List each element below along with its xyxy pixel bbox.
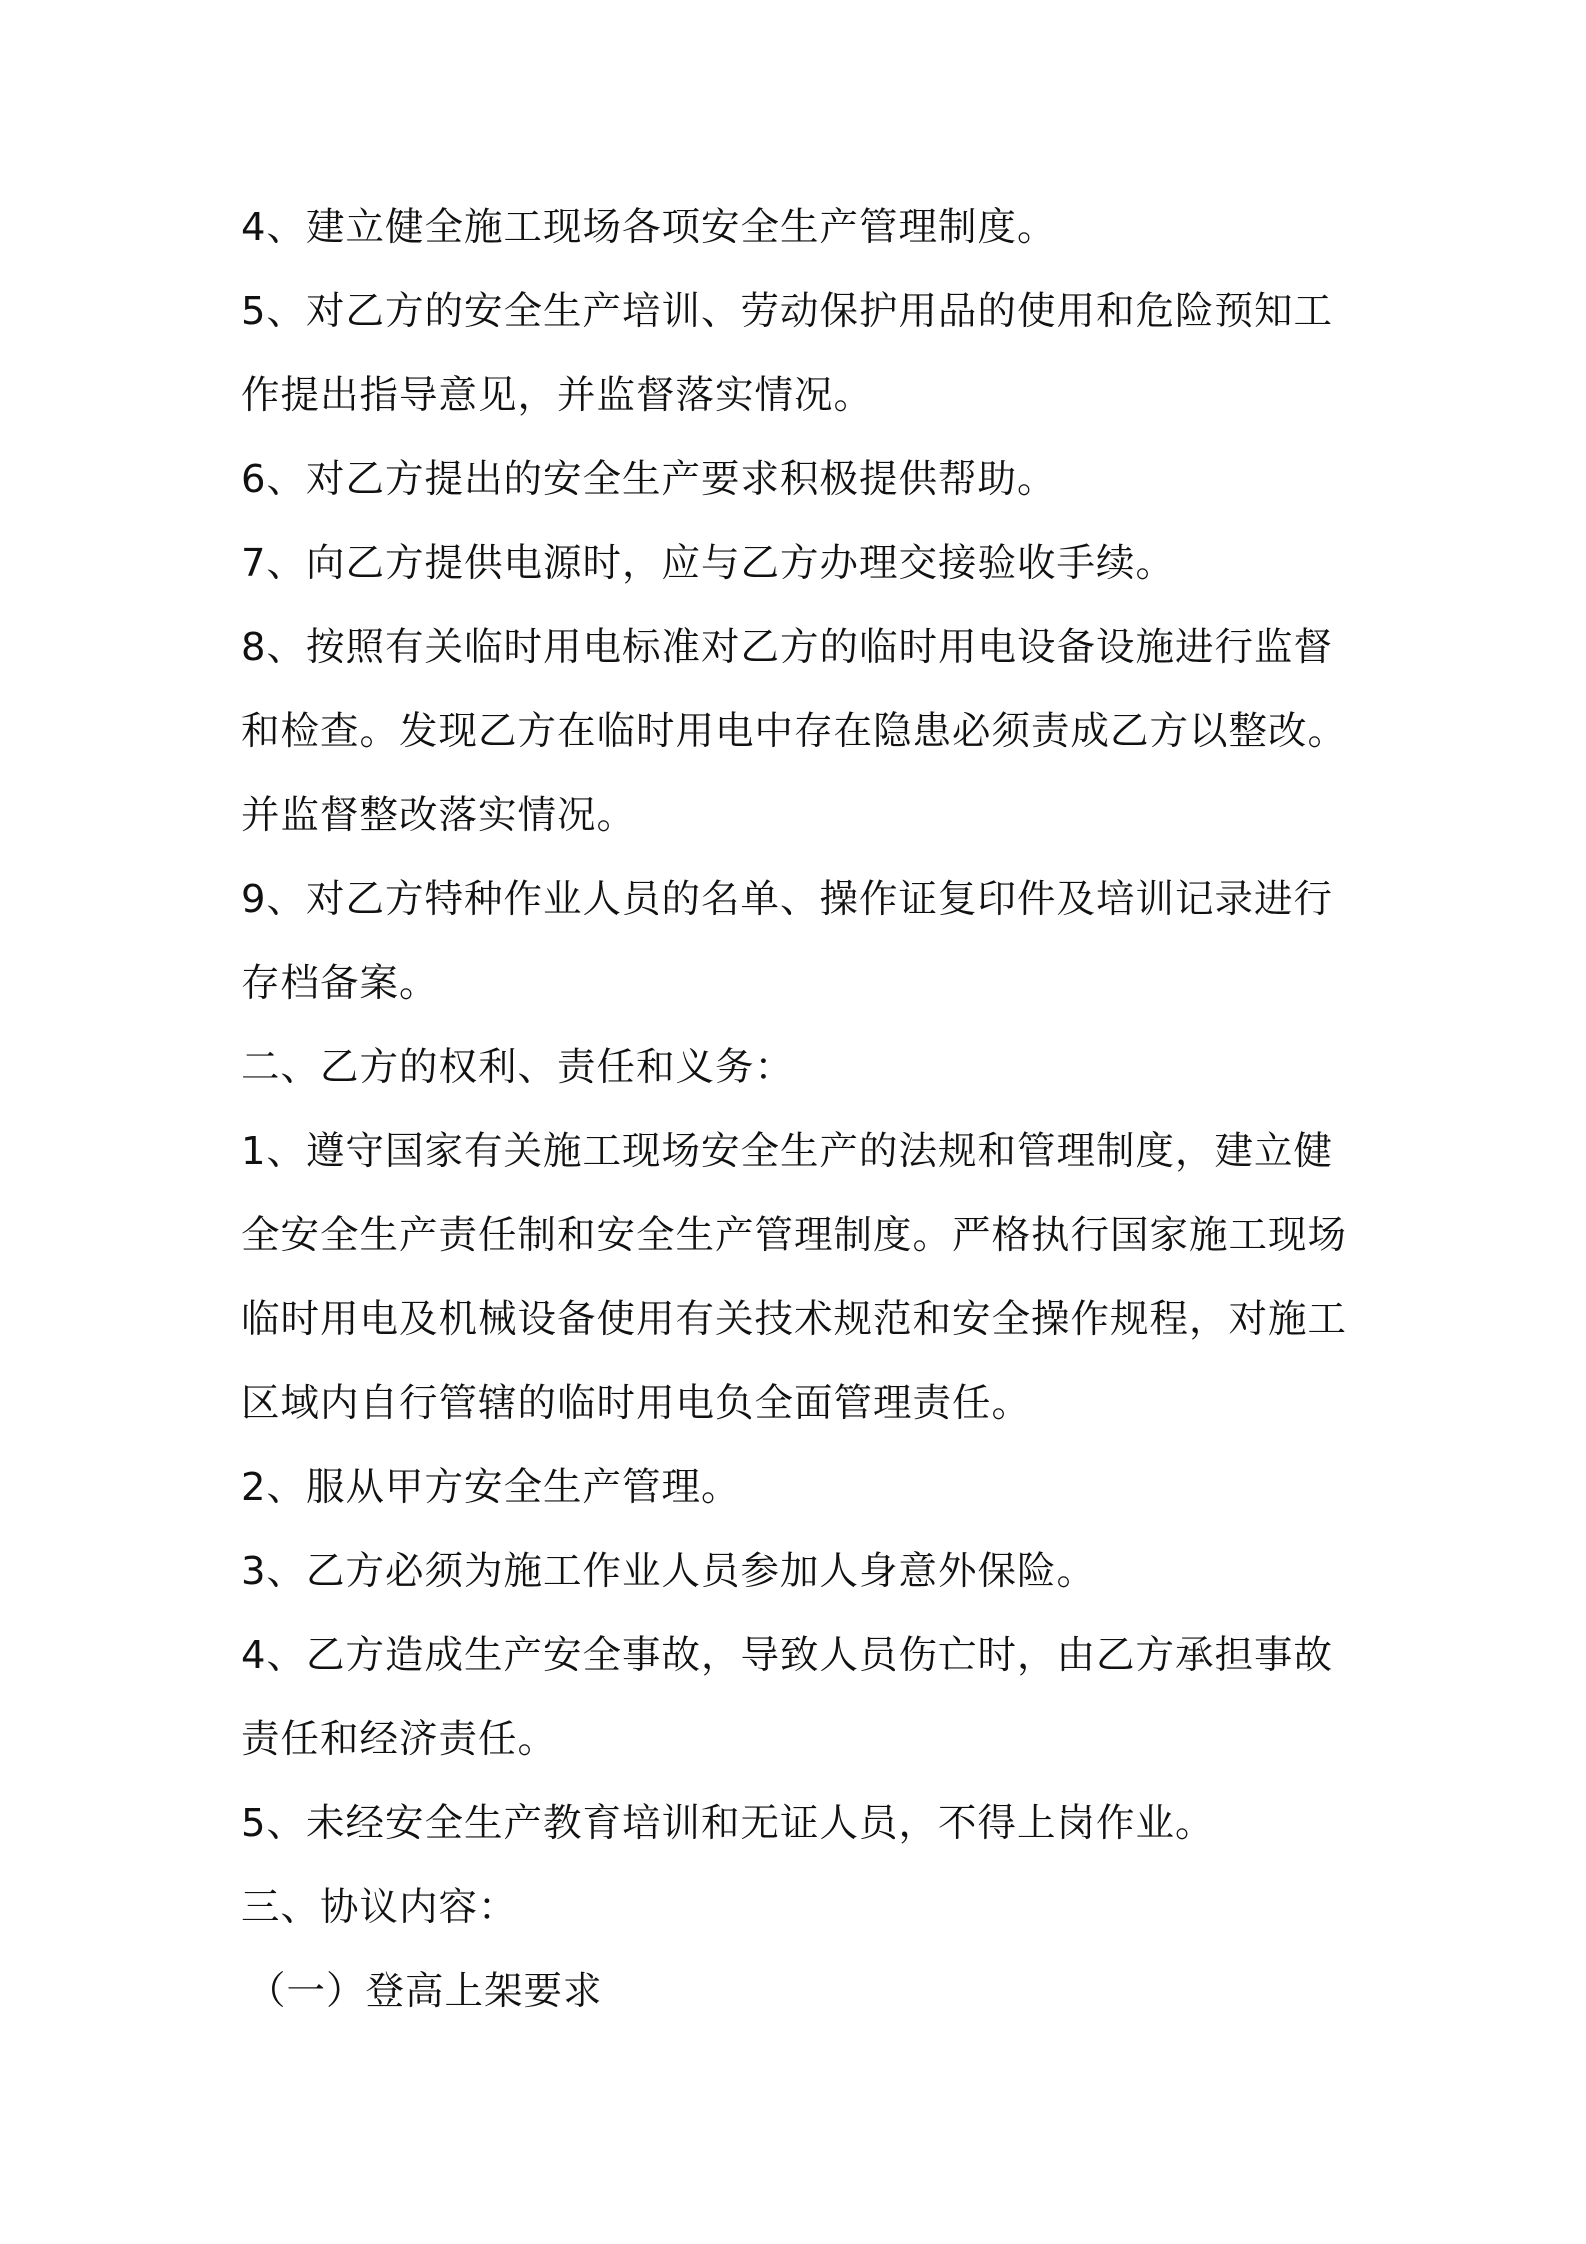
- text-line: 4、乙方造成生产安全事故，导致人员伤亡时，由乙方承担事故: [241, 1633, 1333, 1678]
- text-line: 2、服从甲方安全生产管理。: [241, 1465, 741, 1510]
- text-line: 5、对乙方的安全生产培训、劳动保护用品的使用和危险预知工: [241, 289, 1333, 334]
- text-line: 9、对乙方特种作业人员的名单、操作证复印件及培训记录进行: [241, 877, 1333, 922]
- text-line: 8、按照有关临时用电标准对乙方的临时用电设备设施进行监督: [241, 625, 1333, 670]
- text-line: 并监督整改落实情况。: [241, 793, 637, 838]
- text-line: 5、未经安全生产教育培训和无证人员，不得上岗作业。: [241, 1801, 1215, 1846]
- section-heading: 二、乙方的权利、责任和义务：: [241, 1045, 795, 1090]
- text-line: 7、向乙方提供电源时，应与乙方办理交接验收手续。: [241, 541, 1175, 586]
- text-line: 3、乙方必须为施工作业人员参加人身意外保险。: [241, 1549, 1096, 1594]
- text-line: 和检查。发现乙方在临时用电中存在隐患必须责成乙方以整改。: [241, 709, 1348, 754]
- text-line: 6、对乙方提出的安全生产要求积极提供帮助。: [241, 457, 1057, 502]
- text-line: 作提出指导意见，并监督落实情况。: [241, 373, 874, 418]
- section-heading: 三、协议内容：: [241, 1885, 518, 1930]
- text-line: 4、建立健全施工现场各项安全生产管理制度。: [241, 205, 1057, 250]
- text-line: 责任和经济责任。: [241, 1717, 558, 1762]
- text-line: 区域内自行管辖的临时用电负全面管理责任。: [241, 1381, 1032, 1426]
- text-line: 临时用电及机械设备使用有关技术规范和安全操作规程，对施工: [241, 1297, 1348, 1342]
- document-body: [241, 186, 1361, 2034]
- subsection-heading: （一）登高上架要求: [247, 1969, 603, 2014]
- text-line: 全安全生产责任制和安全生产管理制度。严格执行国家施工现场: [241, 1213, 1348, 1258]
- text-line: 1、遵守国家有关施工现场安全生产的法规和管理制度，建立健: [241, 1129, 1333, 1174]
- text-line: 存档备案。: [241, 961, 439, 1006]
